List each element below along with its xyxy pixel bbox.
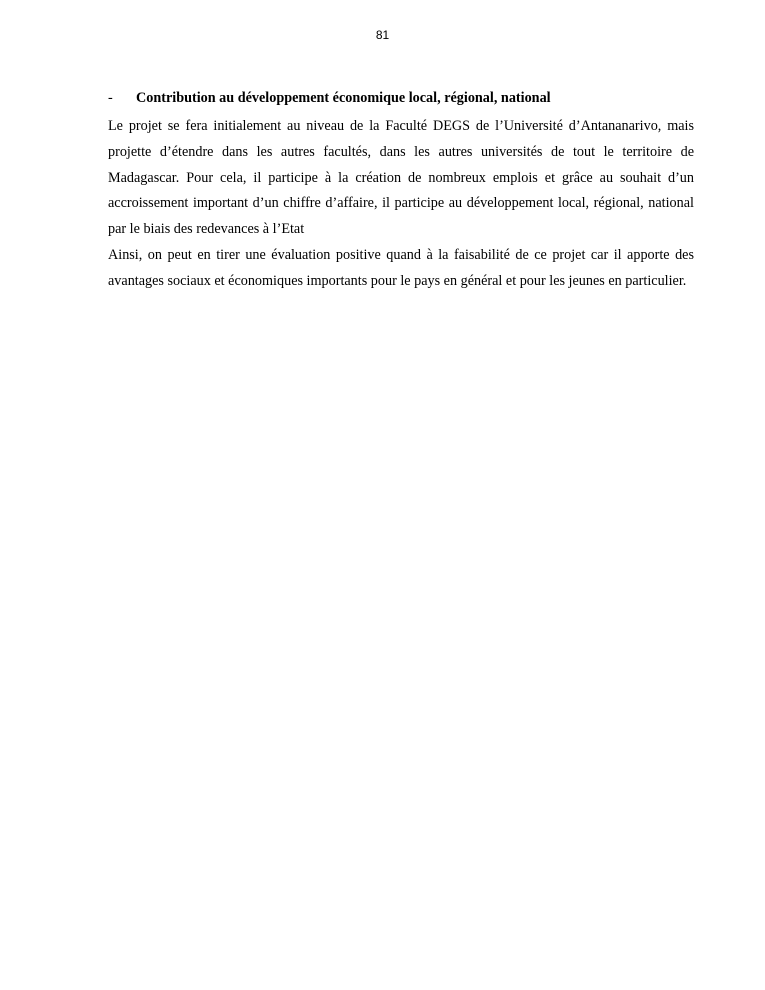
section-title: Contribution au développement économique local, régional, national xyxy=(136,90,551,106)
bullet-dash: - xyxy=(108,90,113,106)
section-heading xyxy=(108,88,694,109)
paragraph-project-scope: Le projet se fera initialement au niveau de la Faculté DEGS de l’Université d’Antananarivo, mais projette d’étendre dans les autres facultés, dans les autres universités de tout le territoire de Madagascar. Pour cela, il participe à la création de nombreux emplois et grâce au souhait d’un accroissement important d’un chiffre d’affaire, il participe au développement local, régional, national par le biais des redevances à l’Etat xyxy=(108,118,694,238)
paragraph-conclusion: Ainsi, on peut en tirer une évaluation positive quand à la faisabilité de ce projet car il apporte des avantages sociaux et économiques importants pour le pays en général et pour les jeunes en particulier. xyxy=(108,246,694,289)
page-number: 81 xyxy=(375,28,390,42)
document-body xyxy=(108,88,694,295)
